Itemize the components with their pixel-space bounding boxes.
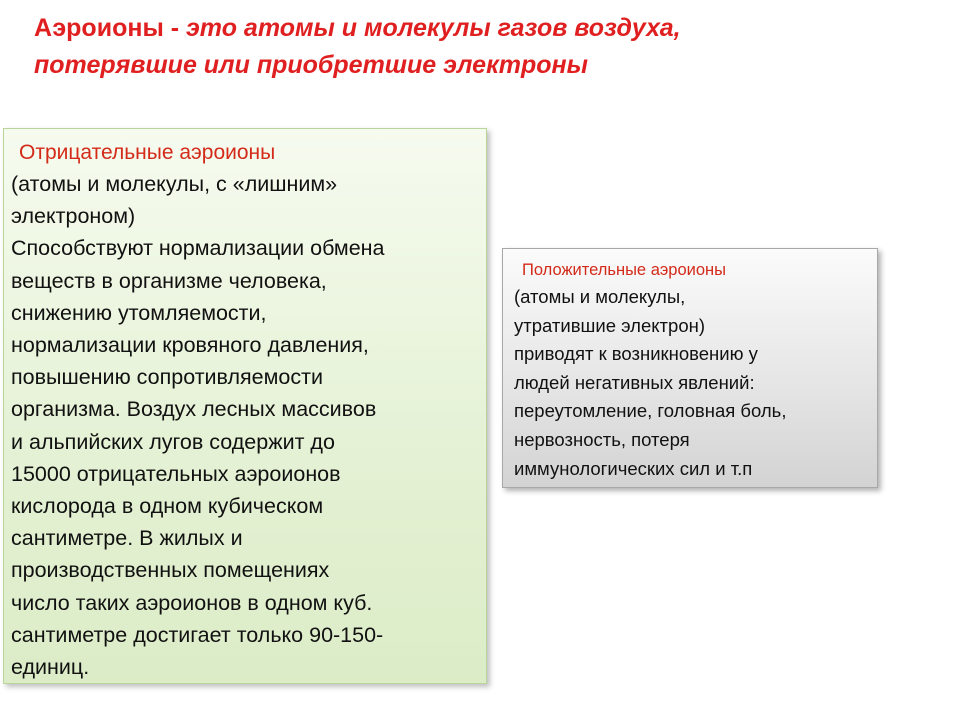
text-line: нервозность, потеря <box>514 428 690 450</box>
title-definition-part1: это атомы и молекулы газов воздуха, <box>186 14 681 42</box>
title-term: Аэроионы - <box>34 14 187 42</box>
text-line: единиц. <box>11 655 90 680</box>
text-line: производственных помещениях <box>11 558 330 583</box>
negative-ions-text <box>11 168 480 683</box>
text-line: и альпийских лугов содержит до <box>11 429 335 454</box>
text-line: веществ в организме человека, <box>11 268 327 293</box>
text-line: (атомы и молекулы, <box>514 286 686 307</box>
text-line: 15000 отрицательных аэроионов <box>11 461 341 486</box>
text-line: Способствуют нормализации обмена <box>11 236 385 261</box>
title-definition-part2: потерявшие или приобретшие электроны <box>34 51 588 79</box>
positive-ions-text <box>514 283 871 483</box>
text-line: иммунологических сил и т.п <box>514 457 753 479</box>
text-line: (атомы и молекулы, с «лишним» <box>11 172 338 196</box>
text-line: кислорода в одном кубическом <box>11 494 324 519</box>
text-line: сантиметре. В жилых и <box>11 526 243 551</box>
text-line: сантиметре достигает только 90-150- <box>11 622 384 647</box>
positive-ions-box <box>502 248 878 488</box>
slide-title <box>34 10 914 84</box>
text-line: людей негативных явлений: <box>514 371 755 393</box>
positive-ions-heading: Положительные аэроионы <box>522 261 727 279</box>
text-line: утратившие электрон) <box>514 314 705 336</box>
negative-ions-heading: Отрицательные аэроионы <box>19 141 276 164</box>
text-line: снижению утомляемости, <box>11 300 267 325</box>
text-line: число таких аэроионов в одном куб. <box>11 590 373 615</box>
text-line: нормализации кровяного давления, <box>11 333 369 358</box>
text-line: переутомление, головная боль, <box>514 400 787 422</box>
text-line: повышению сопротивляемости <box>11 365 323 390</box>
text-line: приводят к возникновению у <box>514 343 758 365</box>
negative-ions-box <box>3 128 487 684</box>
text-line: организма. Воздух лесных массивов <box>11 397 377 422</box>
text-line: электроном) <box>11 204 136 229</box>
